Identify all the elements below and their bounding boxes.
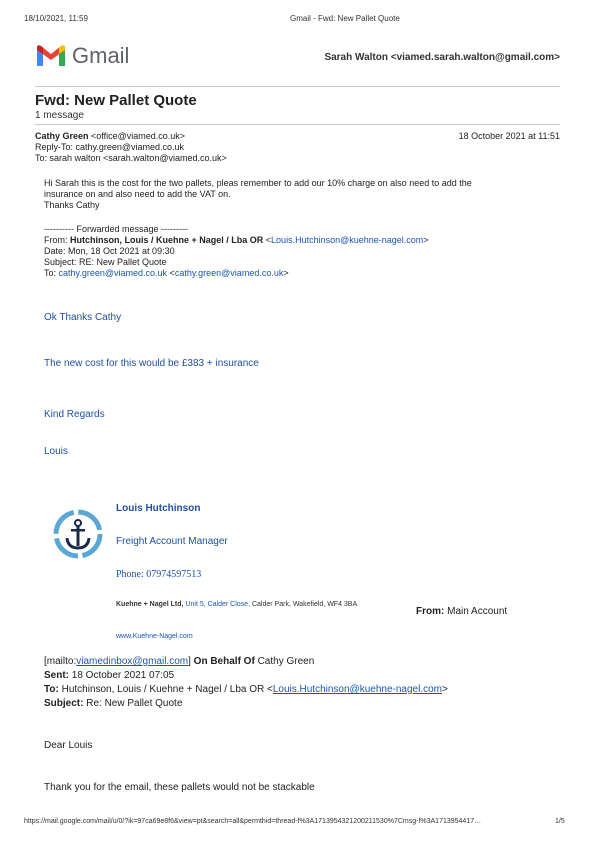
sent-label: Sent: bbox=[44, 670, 69, 681]
quoted-to-gt: > bbox=[441, 684, 448, 695]
body-line: Thanks Cathy bbox=[44, 200, 100, 210]
to-gt: > bbox=[283, 268, 289, 278]
quoted-subject-label: Subject: bbox=[44, 698, 84, 709]
print-title: Gmail - Fwd: New Pallet Quote bbox=[290, 14, 400, 23]
thread-subject: Fwd: New Pallet Quote bbox=[35, 92, 197, 109]
mailto-email-link[interactable]: viamedinbox@gmail.com bbox=[76, 656, 189, 667]
sender-name: Cathy Green bbox=[35, 131, 89, 141]
to-email-link[interactable]: cathy.green@viamed.co.uk bbox=[58, 268, 168, 278]
forwarded-to bbox=[44, 268, 289, 279]
to-lt: < bbox=[167, 268, 175, 278]
to-line: To: sarah walton <sarah.walton@viamed.co.uk> bbox=[35, 153, 227, 163]
outlook-from-value: Main Account bbox=[447, 606, 508, 617]
signature-phone: Phone: 07974597513 bbox=[116, 569, 202, 580]
body-line: insurance on and also need to add the VAT on. bbox=[44, 189, 231, 199]
from-email-link[interactable]: Louis.Hutchinson@kuehne-nagel.com bbox=[271, 235, 424, 245]
to-email-link[interactable]: cathy.green@viamed.co.uk bbox=[174, 268, 284, 278]
forwarded-from bbox=[44, 235, 429, 246]
gmail-logo-text: Gmail bbox=[72, 43, 130, 68]
gmail-logo-icon bbox=[35, 44, 67, 68]
outlook-from-label: From: bbox=[416, 606, 445, 617]
message-date: 18 October 2021 at 11:51 bbox=[458, 131, 560, 141]
on-behalf-label: On Behalf Of bbox=[193, 656, 255, 667]
signature-name: Louis Hutchinson bbox=[116, 503, 201, 514]
reply-ok-thanks: Ok Thanks Cathy bbox=[44, 312, 122, 323]
quoted-to-line bbox=[44, 684, 448, 695]
outlook-from-line bbox=[416, 606, 507, 617]
quoted-subject-value: Re: New Pallet Quote bbox=[86, 698, 183, 709]
sent-value: 18 October 2021 07:05 bbox=[71, 670, 175, 681]
divider bbox=[35, 86, 560, 87]
quoted-subject-line bbox=[44, 698, 182, 709]
sender-line bbox=[35, 131, 185, 142]
body-line: Hi Sarah this is the cost for the two pallets, pleas remember to add our 10% charge on also need to add the bbox=[44, 178, 472, 188]
from-lt: < bbox=[263, 235, 272, 245]
mailto-suffix: ] bbox=[188, 656, 191, 667]
signature-website-link[interactable]: www.Kuehne-Nagel.com bbox=[116, 633, 193, 640]
signature-address-rest: Calder Park, Wakefield, WF4 3BA bbox=[251, 601, 358, 608]
quoted-sent-line bbox=[44, 670, 174, 681]
message-count: 1 message bbox=[35, 110, 84, 121]
signature-title: Freight Account Manager bbox=[116, 536, 228, 547]
mailto-prefix: [mailto: bbox=[44, 656, 77, 667]
signature-address bbox=[116, 601, 357, 608]
quoted-to-label: To: bbox=[44, 684, 59, 695]
forwarded-date: Date: Mon, 18 Oct 2021 at 09:30 bbox=[44, 246, 175, 256]
reply-signoff-name: Louis bbox=[44, 446, 68, 457]
print-url: https://mail.google.com/mail/u/0/?ik=97ca69e8f6&view=pt&search=all&permthid=thread-f%3A1713954321200211530%7Cmsg-f%3A1713954417… bbox=[24, 818, 482, 825]
quoted-body-line: Thank you for the email, these pallets would not be stackable bbox=[44, 782, 315, 793]
from-label: From: bbox=[44, 235, 70, 245]
quoted-mailto-line bbox=[44, 656, 314, 667]
reply-regards: Kind Regards bbox=[44, 409, 105, 420]
to-label: To: bbox=[44, 268, 59, 278]
print-page-number: 1/5 bbox=[555, 818, 565, 825]
quoted-greeting: Dear Louis bbox=[44, 740, 93, 751]
kuehne-nagel-anchor-logo-icon bbox=[52, 508, 104, 560]
on-behalf-name: Cathy Green bbox=[257, 656, 315, 667]
signature-company: Kuehne + Nagel Ltd, bbox=[116, 601, 184, 608]
reply-new-cost: The new cost for this would be £383 + insurance bbox=[44, 358, 259, 369]
signature-address-link[interactable]: Unit 5, Calder Close, bbox=[185, 601, 251, 608]
from-name: Hutchinson, Louis / Kuehne + Nagel / Lba OR bbox=[70, 235, 264, 245]
quoted-to-email-link[interactable]: Louis.Hutchinson@kuehne-nagel.com bbox=[272, 684, 442, 695]
sender-email[interactable]: <office@viamed.co.uk> bbox=[91, 131, 186, 141]
quoted-to-value: Hutchinson, Louis / Kuehne + Nagel / Lba OR < bbox=[61, 684, 273, 695]
forwarded-marker: ---------- Forwarded message --------- bbox=[44, 224, 188, 234]
divider bbox=[35, 124, 560, 125]
forwarded-subject: Subject: RE: New Pallet Quote bbox=[44, 257, 167, 267]
account-label: Sarah Walton <viamed.sarah.walton@gmail.com> bbox=[324, 52, 560, 63]
from-gt: > bbox=[423, 235, 429, 245]
reply-to: Reply-To: cathy.green@viamed.co.uk bbox=[35, 142, 185, 152]
print-datetime: 18/10/2021, 11:59 bbox=[24, 14, 88, 23]
